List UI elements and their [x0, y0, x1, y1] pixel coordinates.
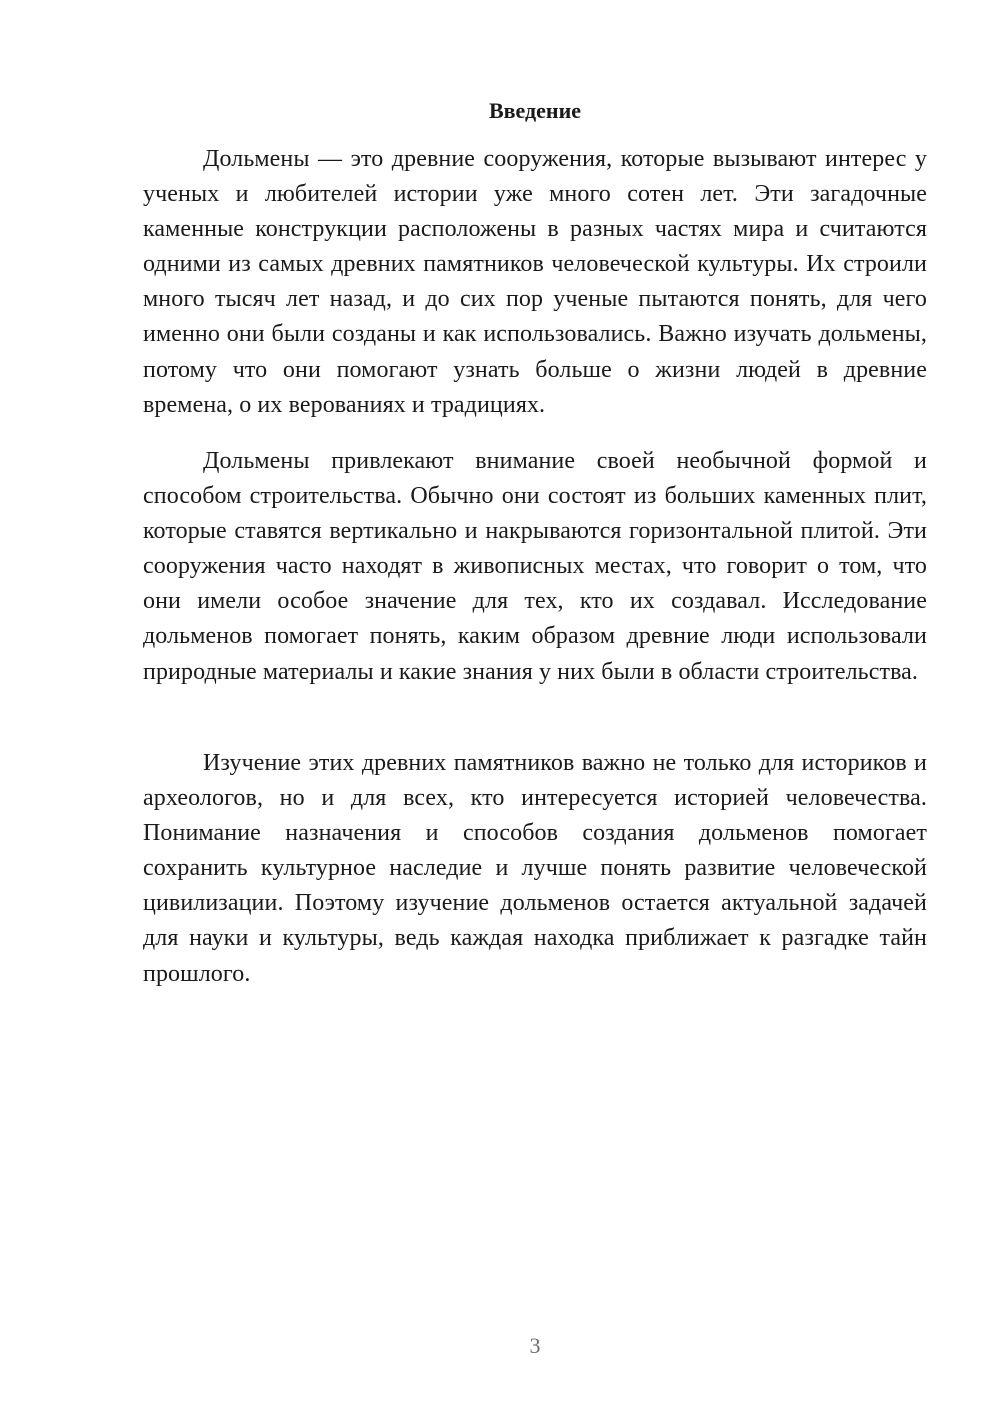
paragraph-1: Дольмены — это древние сооружения, которые вызывают интерес у ученых и любителей истории уже много сотен лет. Эти загадочные каменные конструкции расположены в разных частях мира и считаются одними из самых древних памятников человеческой культуры. Их строили много тысяч лет назад, и до сих пор ученые пытаются понять, для чего именно они были созданы и как использовались. Важно изучать дольмены, потому что они помогают узнать больше о жизни людей в древние времена, о их верованиях и традициях.: [143, 146, 927, 418]
page-title: Введение: [488, 98, 582, 123]
page-number: 3: [529, 1333, 541, 1358]
paragraph-3: Изучение этих древних памятников важно не только для историков и археологов, но и для всех, кто интересуется историей человечества. Понимание назначения и способов создания дольменов помогает сохранить культурное наследие и лучше понять развитие человеческой цивилизации. Поэтому изучение дольменов остается актуальной задачей для науки и культуры, ведь каждая находка приближает к разгадке тайн прошлого.: [143, 750, 927, 987]
paragraph-2: Дольмены привлекают внимание своей необычной формой и способом строительства. Обычно они состоят из больших каменных плит, которые ставятся вертикально и накрываются горизонтальной плитой. Эти сооружения часто находят в живописных местах, что говорит о том, что они имели особое значение для тех, кто их создавал. Исследование дольменов помогает понять, каким образом древние люди использовали природные материалы и какие знания у них были в области строительства.: [143, 448, 927, 685]
